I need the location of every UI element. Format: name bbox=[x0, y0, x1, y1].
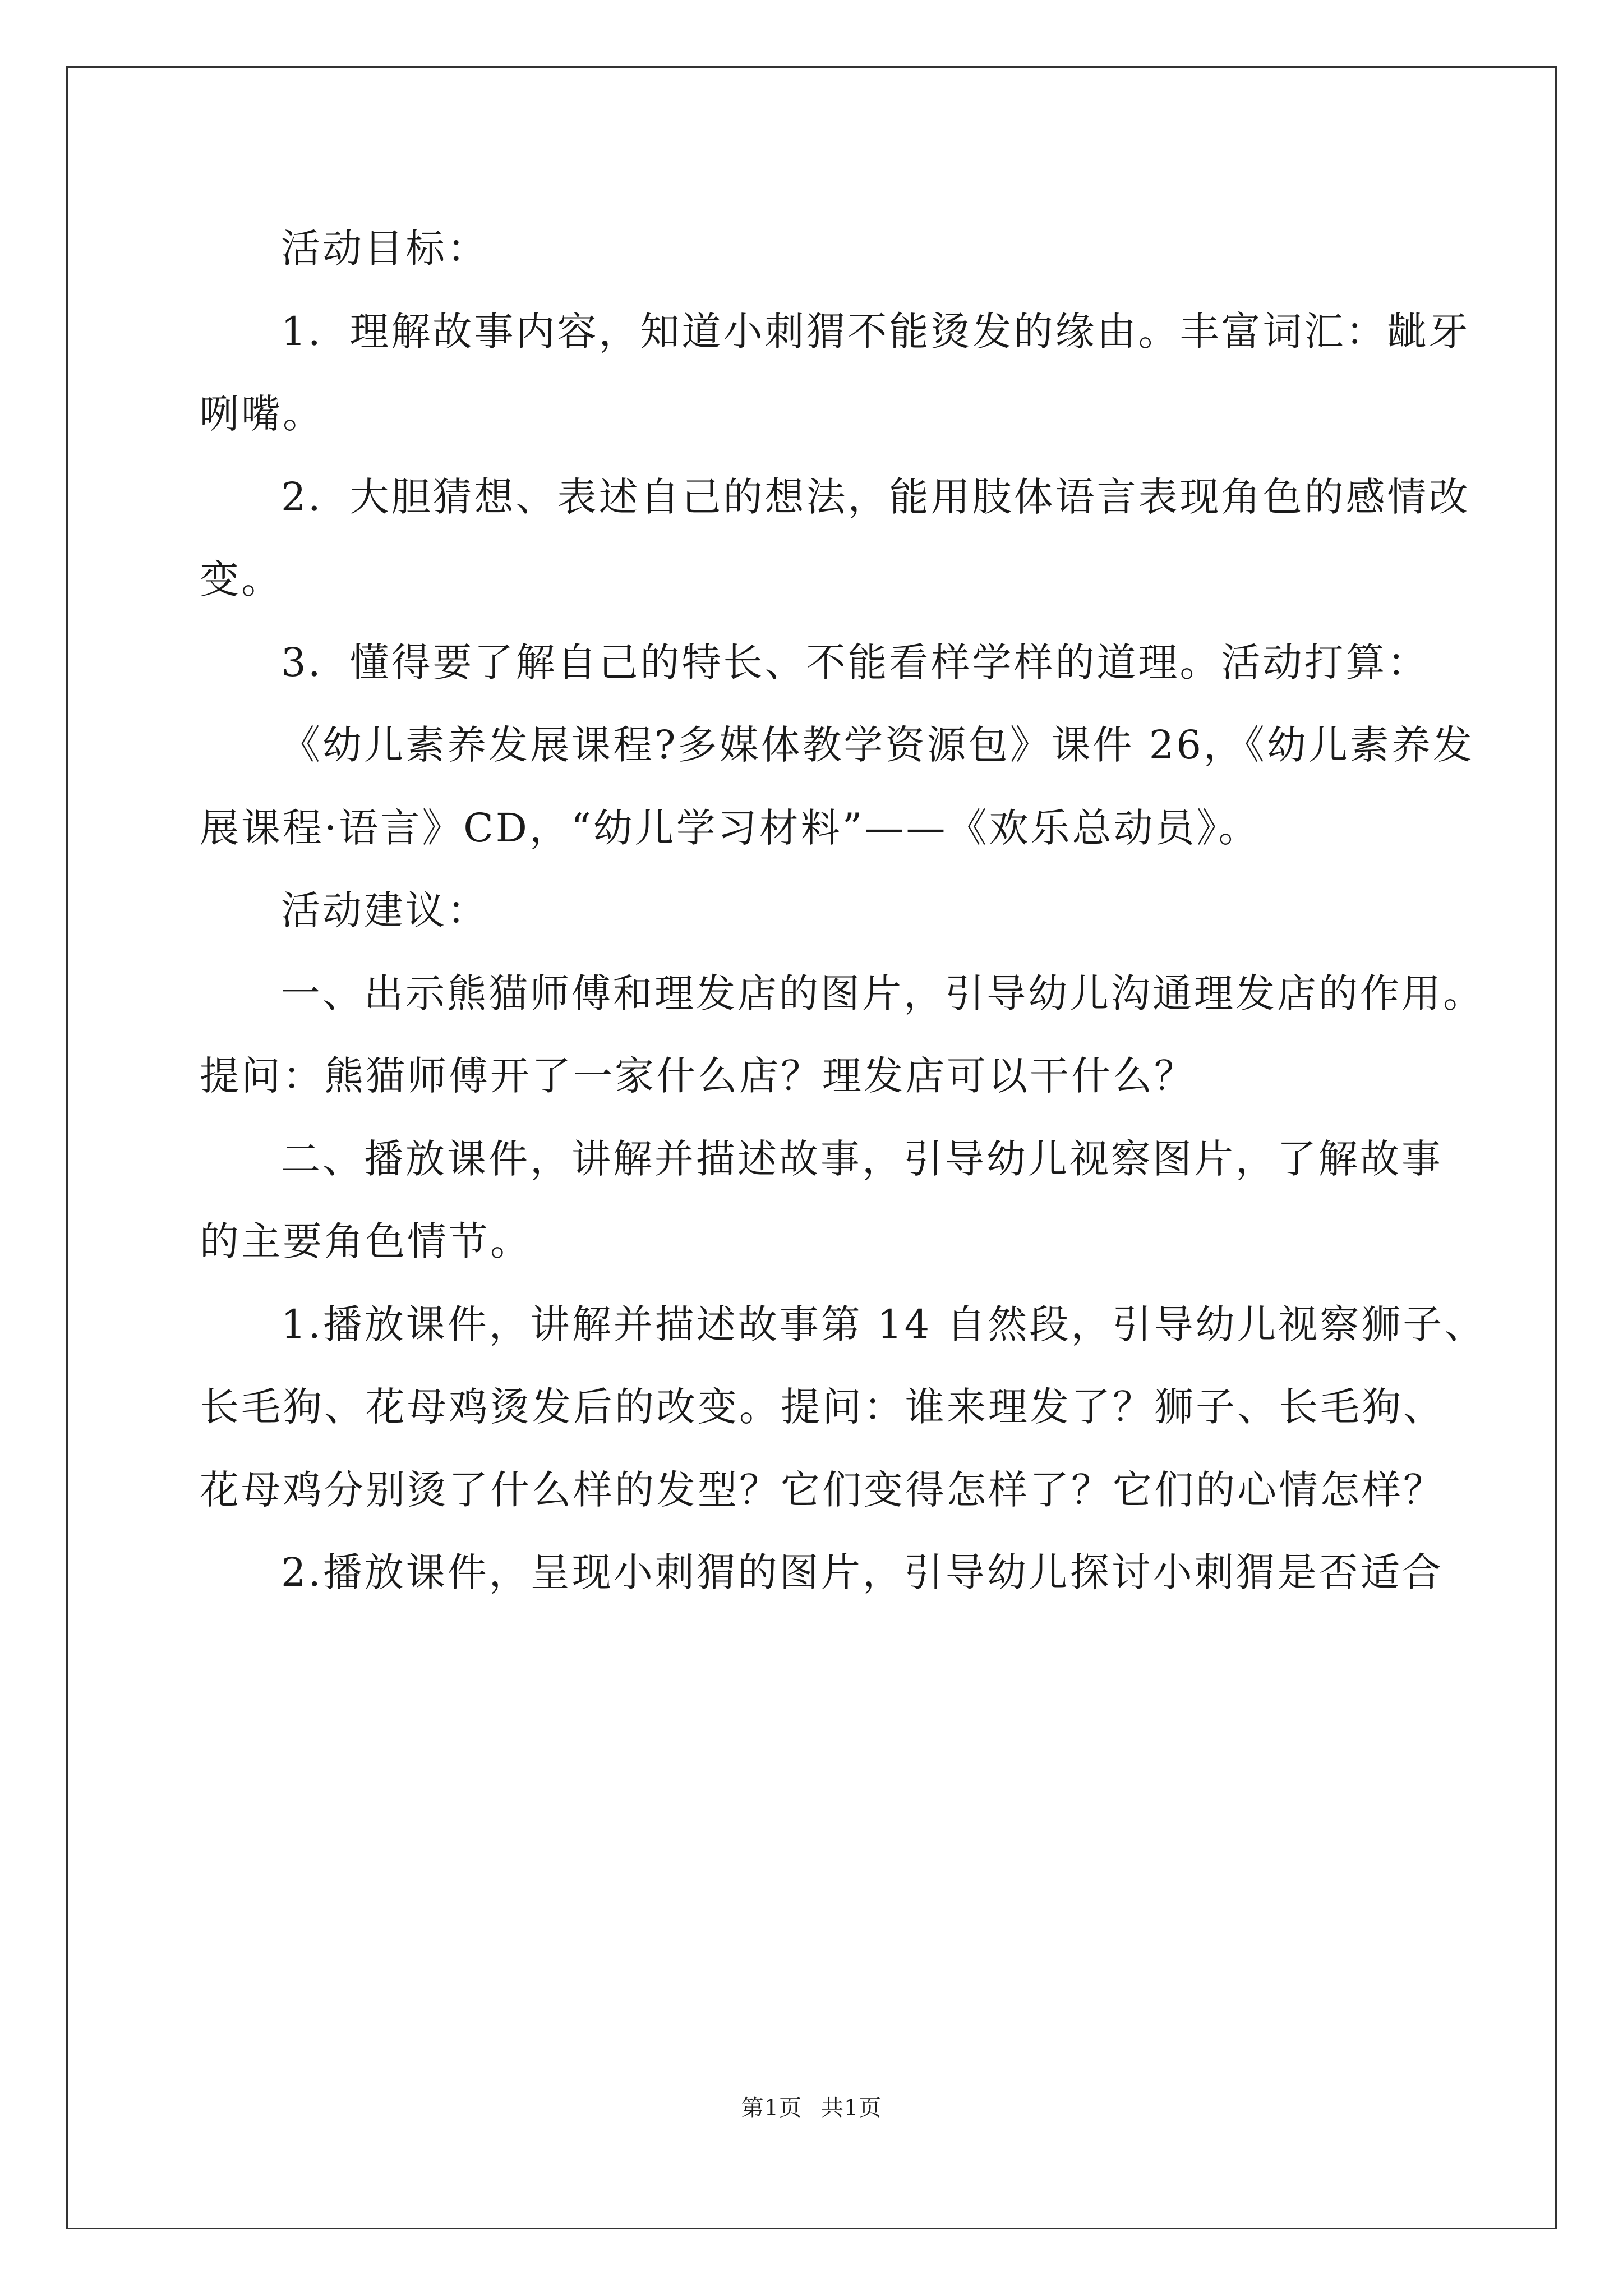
text-line: 长毛狗、花母鸡烫发后的改变。提问：谁来理发了？狮子、长毛狗、 bbox=[200, 1384, 1445, 1430]
text-line: 提问：熊猫师傅开了一家什么店？理发店可以干什么？ bbox=[200, 1053, 1196, 1099]
text-line: 2．大胆猜想、表述自己的想法，能用肢体语言表现角色的感情改 bbox=[281, 474, 1470, 520]
text-line: 3．懂得要了解自己的特长、不能看样学样的道理。活动打算： bbox=[281, 639, 1429, 685]
text-line: 的主要角色情节。 bbox=[200, 1218, 532, 1264]
text-line: 2.播放课件，呈现小刺猬的图片，引导幼儿探讨小刺猬是否适合 bbox=[281, 1549, 1444, 1595]
text-line: 活动目标： bbox=[281, 226, 488, 272]
text-line: 《幼儿素养发展课程?多媒体教学资源包》课件 26，《幼儿素养发 bbox=[281, 722, 1474, 768]
page-total: 共1页 bbox=[820, 2095, 882, 2121]
text-line: 二、播放课件，讲解并描述故事，引导幼儿视察图片，了解故事 bbox=[281, 1136, 1443, 1182]
page-footer bbox=[0, 2091, 1623, 2125]
text-line: 变。 bbox=[200, 556, 283, 602]
text-line: 咧嘴。 bbox=[200, 391, 324, 437]
text-line: 花母鸡分别烫了什么样的发型？它们变得怎样了？它们的心情怎样？ bbox=[200, 1467, 1445, 1513]
text-line: 展课程·语言》CD，“幼儿学习材料”——《欢乐总动员》。 bbox=[200, 805, 1260, 851]
text-line: 1.播放课件，讲解并描述故事第 14 自然段，引导幼儿视察狮子、 bbox=[281, 1301, 1486, 1347]
text-line: 活动建议： bbox=[281, 887, 488, 933]
text-line: 一、出示熊猫师傅和理发店的图片，引导幼儿沟通理发店的作用。 bbox=[281, 970, 1484, 1016]
page-number: 第1页 bbox=[741, 2095, 803, 2121]
text-line: 1．理解故事内容，知道小刺猬不能烫发的缘由。丰富词汇：龇牙 bbox=[281, 309, 1470, 355]
